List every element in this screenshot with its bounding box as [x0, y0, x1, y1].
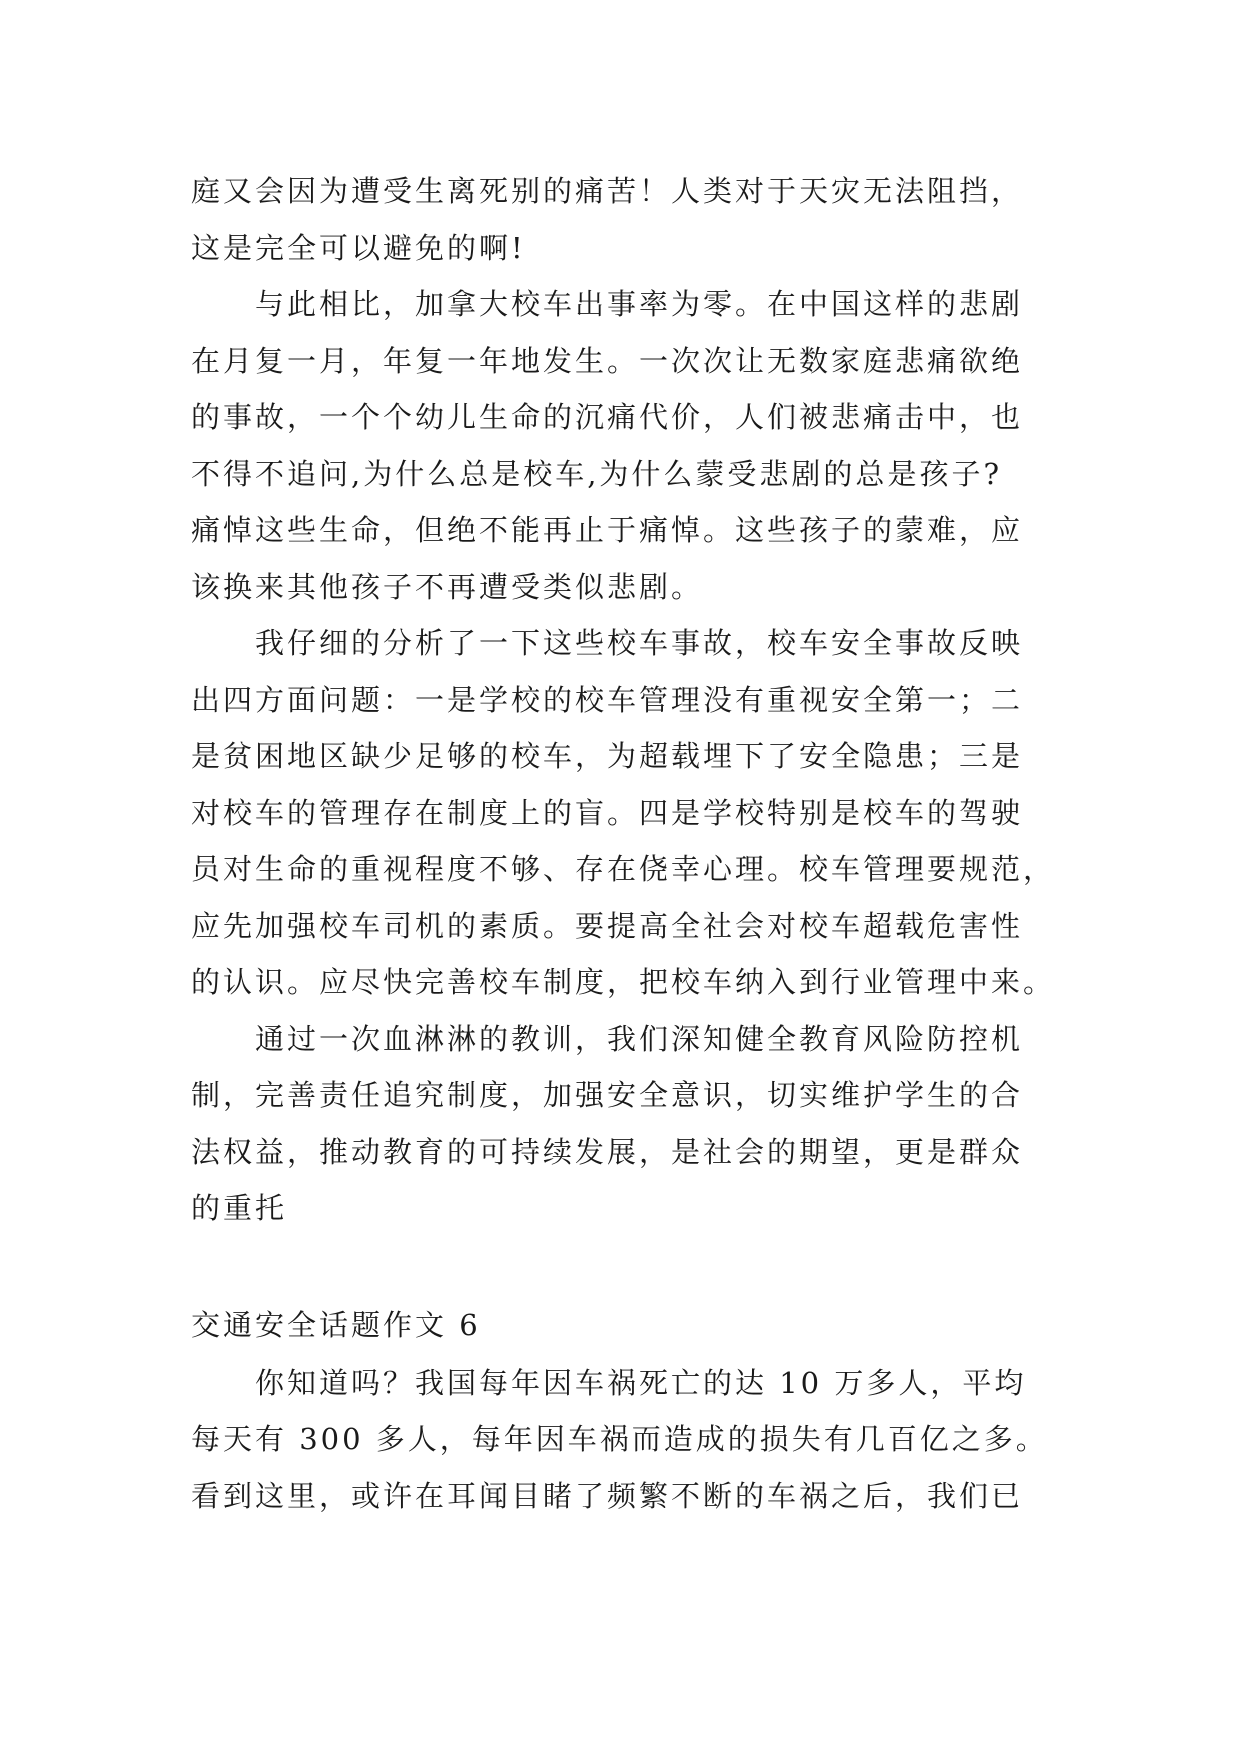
text-line: 每天有 300 多人，每年因车祸而造成的损失有几百亿之多。 — [191, 1422, 1048, 1456]
text-line: 是贫困地区缺少足够的校车，为超载埋下了安全隐患；三是 — [191, 739, 1024, 773]
text-line: 你知道吗？我国每年因车祸死亡的达 10 万多人，平均 — [255, 1365, 1027, 1400]
text-line: 员对生命的重视程度不够、存在侥幸心理。校车管理要规范， — [191, 852, 1056, 886]
paragraph — [191, 1011, 1049, 1237]
text-line: 的认识。应尽快完善校车制度，把校车纳入到行业管理中来。 — [191, 965, 1056, 999]
text-line: 庭又会因为遭受生离死别的痛苦！人类对于天灾无法阻挡， — [191, 174, 1024, 208]
text-line: 与此相比，加拿大校车出事率为零。在中国这样的悲剧 — [255, 287, 1024, 321]
text-line: 制，完善责任追究制度，加强安全意识，切实维护学生的合 — [191, 1078, 1024, 1112]
section-heading: 交通安全话题作文 6 — [191, 1307, 481, 1342]
text-line: 我仔细的分析了一下这些校车事故，校车安全事故反映 — [255, 626, 1024, 660]
text-line: 的事故，一个个幼儿生命的沉痛代价，人们被悲痛击中，也 — [191, 400, 1024, 434]
text-line: 该换来其他孩子不再遭受类似悲剧。 — [191, 569, 704, 604]
text-line: 这是完全可以避免的啊! — [191, 230, 526, 265]
text-line: 通过一次血淋淋的教训，我们深知健全教育风险防控机 — [255, 1021, 1024, 1056]
text-line: 不得不追问,为什么总是校车,为什么蒙受悲剧的总是孩子? — [191, 456, 1002, 491]
text-line: 法权益，推动教育的可持续发展，是社会的期望，更是群众 — [191, 1134, 1024, 1169]
text-line: 看到这里，或许在耳闻目睹了频繁不断的车祸之后，我们已 — [191, 1478, 1024, 1513]
text-line: 应先加强校车司机的素质。要提高全社会对校车超载危害性 — [191, 908, 1024, 943]
text-line: 出四方面问题：一是学校的校车管理没有重视安全第一；二 — [191, 682, 1024, 717]
text-line: 在月复一月，年复一年地发生。一次次让无数家庭悲痛欲绝 — [191, 343, 1024, 378]
paragraph — [191, 615, 1056, 1011]
paragraph — [191, 1355, 1049, 1525]
paragraph — [191, 276, 1049, 615]
text-line: 对校车的管理存在制度上的盲。四是学校特别是校车的驾驶 — [191, 795, 1024, 830]
paragraph — [191, 163, 1049, 276]
section-gap — [191, 1237, 1049, 1295]
text-line: 痛悼这些生命，但绝不能再止于痛悼。这些孩子的蒙难，应 — [191, 513, 1024, 547]
text-line: 的重托 — [191, 1191, 288, 1225]
document-body — [191, 163, 1056, 1524]
